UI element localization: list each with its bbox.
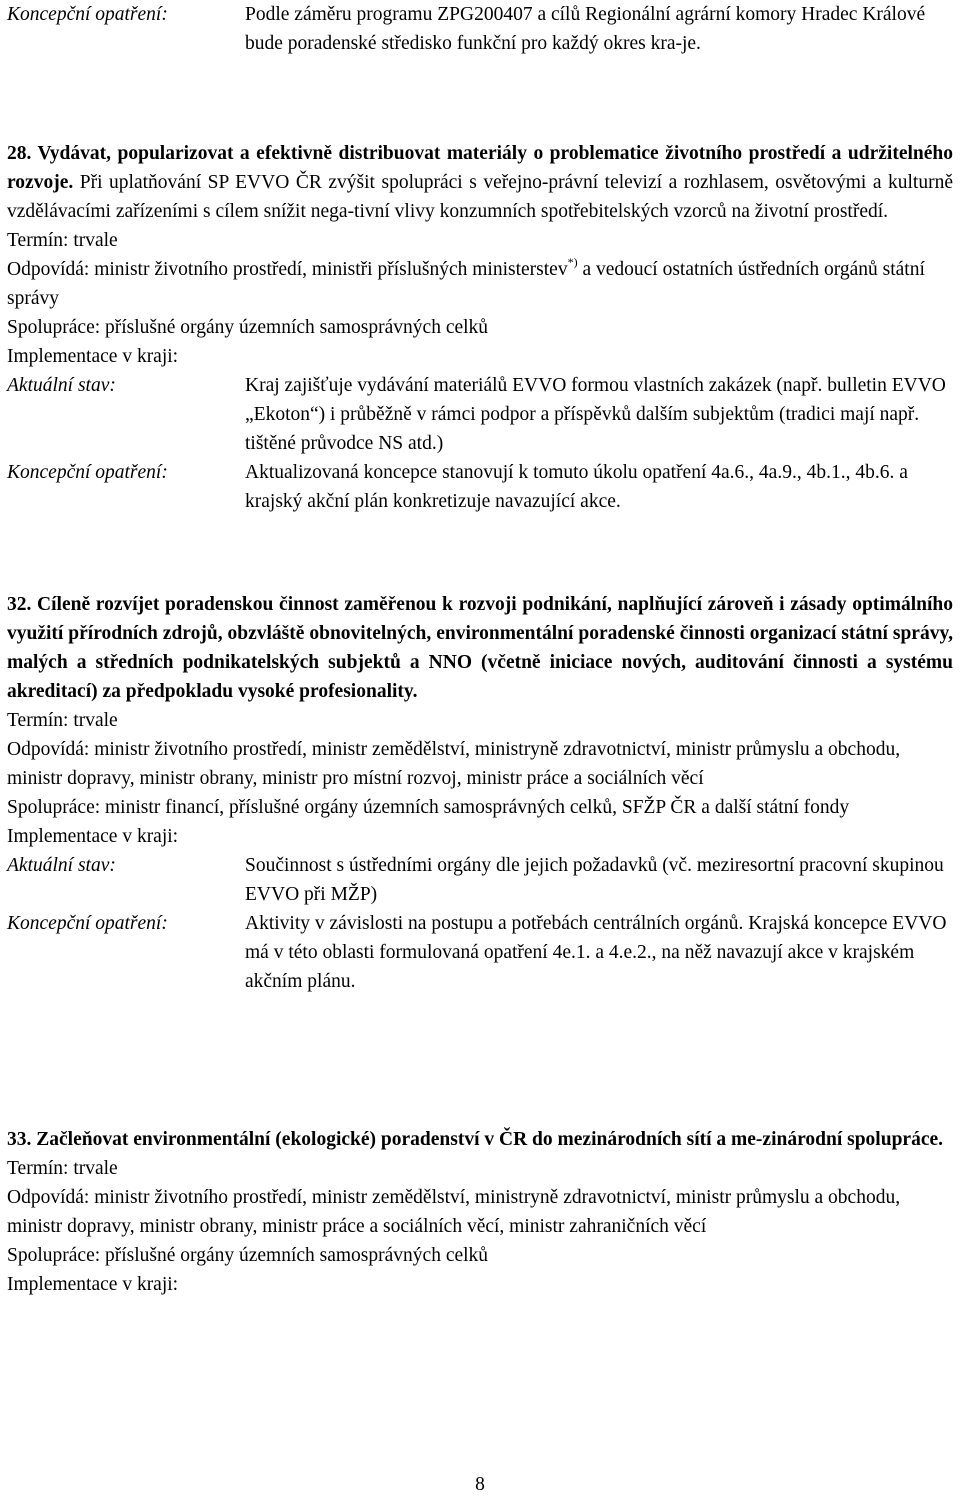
item-32-heading: 32. Cíleně rozvíjet poradenskou činnost zaměřenou k rozvoji podnikání, naplňující zároveň i zásady optimálního využití přírodních zdrojů, obzvláště obnovitelných, environmentální poradenské činnosti organizací státní správy, malých a středních podnikatelských subjektů a NNO (včetně iniciace nových, auditování činnosti a systému akreditací) za předpokladu vysoké profesionality.: [7, 594, 953, 702]
item-28-odpovida: Odpovídá: ministr životního prostředí, ministři příslušných ministerstev*) a vedoucí ostatních ústředních orgánů státní správy: [7, 254, 925, 309]
item-28-text: Při uplatňování SP EVVO ČR zvýšit spolupráci s veřejno-právní televizí a rozhlasem, osvětovými a kulturně vzdělávacími zařízeními s cílem snížit nega-tivní vlivy konzumních spotřebitelských vzorců na životní prostředí.: [7, 172, 953, 222]
item-33-odpovida: Odpovídá: ministr životního prostředí, ministr zemědělství, ministryně zdravotnictví, ministr průmyslu a obchodu, ministr dopravy, ministr obrany, ministr práce a sociálních věcí, ministr zahraničních věcí: [7, 1187, 901, 1237]
item-32-termin: Termín: trvale: [7, 710, 118, 731]
item-28-heading: 28. Vydávat, popularizovat a efektivně distribuovat materiály o problematice životního prostředí a udržitelného rozvoje.: [7, 143, 953, 193]
intro-opatreni: [7, 0, 953, 58]
item-32-opatreni-label: Koncepční opatření:: [7, 913, 168, 934]
item-32-opatreni: [7, 909, 953, 996]
item-33-termin: Termín: trvale: [7, 1158, 118, 1179]
item-28-opatreni: [7, 458, 953, 516]
item-32-stav: [7, 851, 953, 909]
intro-opatreni-text: Podle záměru programu ZPG200407 a cílů Regionální agrární komory Hradec Králové bude poradenské středisko funkční pro každý okres kra-je.: [245, 4, 926, 54]
item-28-spoluprace: Spolupráce: příslušné orgány územních samosprávných celků: [7, 317, 489, 338]
item-32: [7, 590, 953, 996]
item-28-opatreni-label: Koncepční opatření:: [7, 462, 168, 483]
item-33: [7, 1125, 953, 1299]
item-28: [7, 139, 953, 516]
item-32-stav-label: Aktuální stav:: [7, 855, 116, 876]
intro-opatreni-label: Koncepční opatření:: [7, 4, 168, 25]
item-28-implementace: Implementace v kraji:: [7, 346, 179, 367]
item-28-stav-text: Kraj zajišťuje vydávání materiálů EVVO formou vlastních zakázek (např. bulletin EVVO „Ekoton“) i průběžně v rámci podpor a příspěvků dalším subjektům (tradici mají např. tištěné průvodce NS atd.): [245, 375, 946, 454]
item-32-odpovida: Odpovídá: ministr životního prostředí, ministr zemědělství, ministryně zdravotnictví, ministr průmyslu a obchodu, ministr dopravy, ministr obrany, ministr pro místní rozvoj, ministr práce a sociálních věcí: [7, 739, 901, 789]
item-28-termin: Termín: trvale: [7, 230, 118, 251]
item-28-stav: [7, 371, 953, 458]
item-32-implementace: Implementace v kraji:: [7, 826, 179, 847]
item-33-heading: 33. Začleňovat environmentální (ekologické) poradenství v ČR do mezinárodních sítí a me-zinárodní spolupráce.: [7, 1129, 944, 1150]
item-28-opatreni-text: Aktualizovaná koncepce stanovují k tomuto úkolu opatření 4a.6., 4a.9., 4b.1., 4b.6. a krajský akční plán konkretizuje navazující akce.: [245, 462, 908, 512]
item-28-paragraph: [7, 139, 953, 226]
item-32-opatreni-text: Aktivity v závislosti na postupu a potřebách centrálních orgánů. Krajská koncepce EVVO má v této oblasti formulovaná opatření 4e.1. a 4.e.2., na něž navazují akce v krajském akčním plánu.: [245, 913, 947, 992]
item-33-implementace: Implementace v kraji:: [7, 1274, 179, 1295]
item-32-spoluprace: Spolupráce: ministr financí, příslušné orgány územních samosprávných celků, SFŽP ČR a další státní fondy: [7, 797, 850, 818]
item-33-spoluprace: Spolupráce: příslušné orgány územních samosprávných celků: [7, 1245, 489, 1266]
item-28-stav-label: Aktuální stav:: [7, 375, 116, 396]
page-number: 8: [475, 1474, 485, 1495]
item-32-stav-text: Součinnost s ústředními orgány dle jejich požadavků (vč. meziresortní pracovní skupinou EVVO při MŽP): [245, 855, 944, 905]
